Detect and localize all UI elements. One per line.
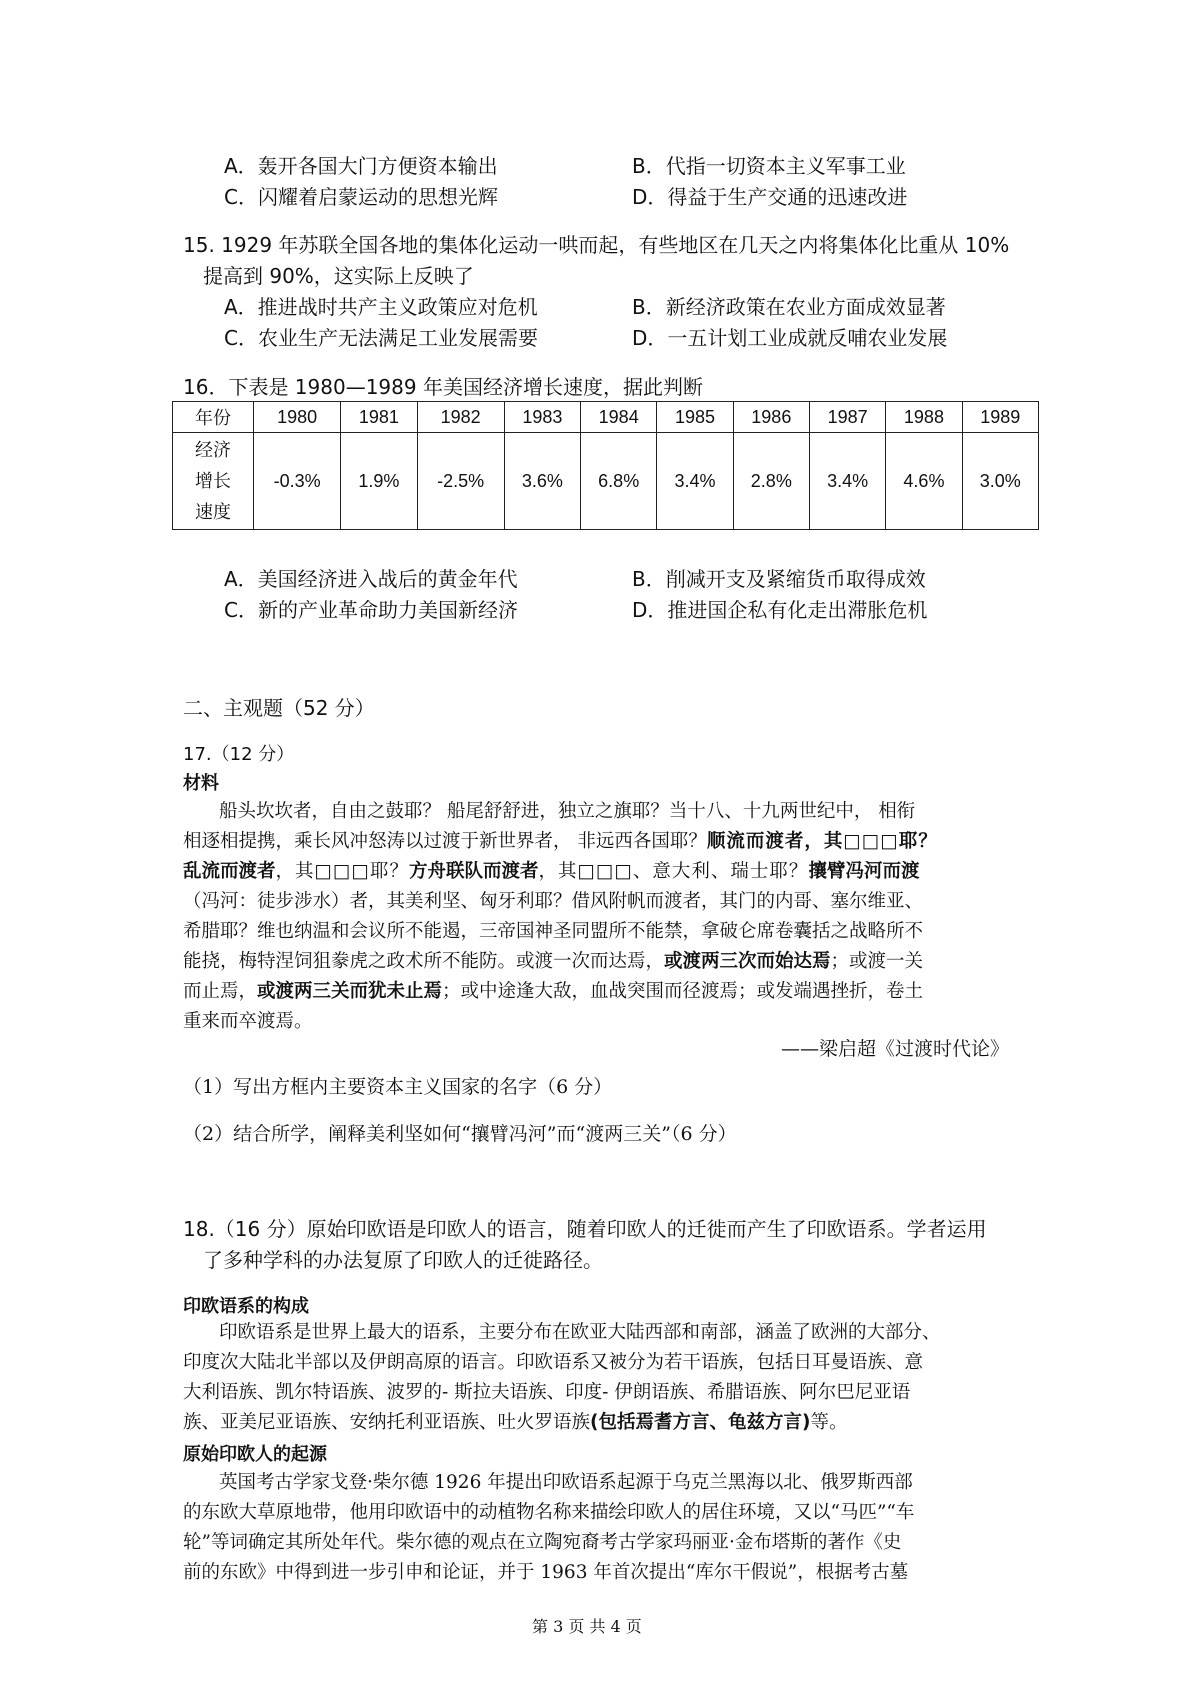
q18-paragraph-2 <box>183 1468 1023 1588</box>
q17-subquestion-1: （1）写出方框内主要资本主义国家的名字（6 分） <box>183 1076 613 1098</box>
q17-line <box>183 977 1023 1007</box>
q18-line: 的东欧大草原地带，他用印欧语中的动植物名称来描绘印欧人的居住环境，又以“马匹”“车 <box>183 1502 915 1523</box>
q18-line: 大利语族、凯尔特语族、波罗的- 斯拉夫语族、印度- 伊朗语族、希腊语族、阿尔巴尼亚语 <box>183 1382 911 1403</box>
q18-stem-line1: 18.（16 分）原始印欧语是印欧人的语言，随着印欧人的迁徙而产生了印欧语系。学者运用 <box>183 1217 987 1241</box>
q18-stem-line2: 了多种学科的办法复原了印欧人的迁徙路径。 <box>203 1248 603 1272</box>
q14-option-a: A．轰开各国大门方便资本输出 <box>224 154 498 178</box>
q18-heading-origin: 原始印欧人的起源 <box>183 1444 327 1465</box>
q15-stem-line1: 15. 1929 年苏联全国各地的集体化运动一哄而起，有些地区在几天之内将集体化比重从 10% <box>183 233 1010 257</box>
q17-line <box>183 827 1023 857</box>
q17-bold-text: 乱流而渡者 <box>183 861 276 882</box>
q17-text: 而止焉， <box>183 981 258 1002</box>
table-row-years <box>173 402 1039 433</box>
q15-option-a: A．推进战时共产主义政策应对危机 <box>224 295 538 319</box>
table-cell-year: 1982 <box>417 402 504 433</box>
q18-line: 前的东欧》中得到进一步引申和论证，并于 1963 年首次提出“库尔干假说”，根据考古墓 <box>183 1562 909 1583</box>
q15-stem-line2: 提高到 90%，这实际上反映了 <box>203 264 474 288</box>
q17-bold-text: 或渡两三关而犹未止焉 <box>257 981 443 1002</box>
q14-option-b: B．代指一切资本主义军事工业 <box>632 154 906 178</box>
q17-line <box>183 947 1023 977</box>
q17-line: 重来而卒渡焉。 <box>183 1011 313 1032</box>
q18-line: 印度次大陆北半部以及伊朗高原的语言。印欧语系又被分为若干语族，包括日耳曼语族、意 <box>183 1352 924 1373</box>
q16-option-d: D．推进国企私有化走出滞胀危机 <box>632 598 928 622</box>
table-cell-rate: 3.6% <box>504 433 580 530</box>
page-footer: 第 3 页 共 4 页 <box>532 1617 642 1636</box>
q16-option-c: C．新的产业革命助力美国新经济 <box>224 598 518 622</box>
q18-line: 印欧语系是世界上最大的语系，主要分布在欧亚大陆西部和南部，涵盖了欧洲的大部分、 <box>219 1322 941 1343</box>
table-cell-year: 1986 <box>733 402 809 433</box>
q16-stem: 16．下表是 1980—1989 年美国经济增长速度，据此判断 <box>183 375 703 399</box>
table-cell-rate: 3.4% <box>809 433 885 530</box>
table-cell-rate: 3.4% <box>657 433 733 530</box>
q18-paragraph-1 <box>183 1318 1023 1438</box>
q18-line: 英国考古学家戈登·柴尔德 1926 年提出印欧语系起源于乌克兰黑海以北、俄罗斯西部 <box>219 1472 913 1493</box>
row-header-year: 年份 <box>173 402 254 433</box>
table-cell-rate: -2.5% <box>417 433 504 530</box>
table-cell-rate: 1.9% <box>341 433 417 530</box>
table-cell-year: 1985 <box>657 402 733 433</box>
q16-option-b: B．削减开支及紧缩货币取得成效 <box>632 567 926 591</box>
q17-line: 希腊耶？维也纳温和会议所不能遏，三帝国神圣同盟所不能禁，拿破仑席卷囊括之战略所不 <box>183 921 924 942</box>
growth-rate-table <box>172 401 1039 530</box>
row-header-rate-line: 经济 <box>195 439 231 460</box>
row-header-rate <box>173 433 254 530</box>
q18-text: 等。 <box>810 1412 848 1433</box>
q17-line: 船头坎坎者，自由之鼓耶？ 船尾舒舒进，独立之旗耶？当十八、十九两世纪中， 相衔 <box>219 801 916 822</box>
q17-subquestion-2: （2）结合所学，阐释美利坚如何“攘臂冯河”而“渡两三关”（6 分） <box>183 1123 737 1145</box>
table-cell-year: 1980 <box>254 402 341 433</box>
section-title: 二、主观题（52 分） <box>183 696 375 720</box>
q18-text: 族、亚美尼亚语族、安纳托利亚语族、吐火罗语族 <box>183 1412 591 1433</box>
table-cell-year: 1988 <box>886 402 962 433</box>
q17-bold-text: 攘臂冯河而渡 <box>808 861 920 882</box>
q14-option-c: C．闪耀着启蒙运动的思想光辉 <box>224 185 498 209</box>
q14-option-d: D．得益于生产交通的迅速改进 <box>632 185 908 209</box>
q17-text: ；或渡一关 <box>830 951 924 972</box>
q15-option-c: C．农业生产无法满足工业发展需要 <box>224 326 538 350</box>
q17-bold-text: 或渡两三次而始达焉 <box>664 951 831 972</box>
table-cell-rate: 6.8% <box>581 433 657 530</box>
table-cell-rate: 3.0% <box>962 433 1038 530</box>
q17-text: 能挠，梅特涅饲狙豢虎之政术所不能防。或渡一次而达焉， <box>183 951 665 972</box>
row-header-rate-line: 速度 <box>195 501 231 522</box>
table-cell-year: 1989 <box>962 402 1038 433</box>
row-header-rate-line: 增长 <box>195 470 231 491</box>
q17-text: ，其□□□、意大利、瑞士耶？ <box>538 861 809 882</box>
table-cell-year: 1984 <box>581 402 657 433</box>
table-cell-year: 1983 <box>504 402 580 433</box>
q18-line <box>183 1408 1023 1438</box>
table-cell-rate: 4.6% <box>886 433 962 530</box>
q17-text: ，其□□□耶？ <box>275 861 409 882</box>
q17-source: ——梁启超《过渡时代论》 <box>781 1038 1010 1060</box>
q17-material-text <box>183 797 1023 1037</box>
q17-bold-text: 方舟联队而渡者 <box>408 861 539 882</box>
table-row-rates <box>173 433 1039 530</box>
q18-line: 轮”等词确定其所处年代。柴尔德的观点在立陶宛裔考古学家玛丽亚·金布塔斯的著作《史 <box>183 1532 902 1553</box>
q17-line <box>183 857 1023 887</box>
q15-option-b: B．新经济政策在农业方面成效显著 <box>632 295 946 319</box>
q18-bold-text: (包括焉耆方言、龟兹方言) <box>590 1412 811 1433</box>
q17-bold-text: 顺流而渡者 <box>706 831 805 852</box>
q17-header: 17.（12 分） <box>183 744 295 765</box>
q16-option-a: A．美国经济进入战后的黄金年代 <box>224 567 518 591</box>
q17-text: ；或中途逢大敌，血战突围而径渡焉；或发端遇挫折，卷土 <box>442 981 924 1002</box>
q18-heading-composition: 印欧语系的构成 <box>183 1296 309 1317</box>
table-cell-rate: 2.8% <box>733 433 809 530</box>
q17-line: （冯河：徒步涉水）者，其美利坚、匈牙利耶？借风附帆而渡者，其门的内哥、塞尔维亚、 <box>183 891 924 912</box>
table-cell-rate: -0.3% <box>254 433 341 530</box>
q17-bold-text: ，其□□□耶？ <box>804 831 938 852</box>
q15-option-d: D．一五计划工业成就反哺农业发展 <box>632 326 948 350</box>
q17-material-label: 材料 <box>183 773 219 794</box>
table-cell-year: 1981 <box>341 402 417 433</box>
table-cell-year: 1987 <box>809 402 885 433</box>
q17-text: 相逐相提携，乘长风冲怒涛以过渡于新世界者， 非远西各国耶？ <box>183 831 707 852</box>
